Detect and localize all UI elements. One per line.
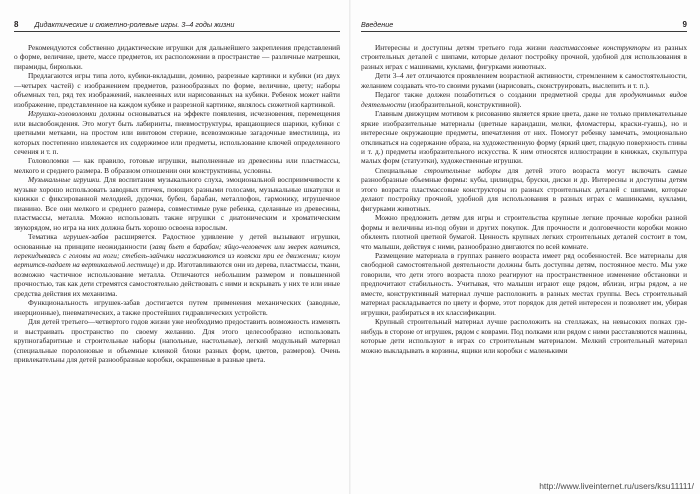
left-running-title: Дидактические и сюжетно-ролевые игры. 3–4 годы жизни	[34, 20, 235, 29]
paragraph	[14, 175, 340, 232]
text-run: для детей этого возраста могут включать самые разнообразные объемные формы: кубы, цилиндры, бруски, диски и др. Интересны и доступны детям этого возраста пластмассовые конструкторы из разных строительных деталей с шипами, которые делают постройку прочной, удобной для использования в разных играх с машинками, куклами, фигурками животных.	[361, 165, 687, 213]
paragraph	[361, 317, 687, 355]
text-run: Главным движущим мотивом к рисованию является яркие цвета, даже не только привлекательные яркие изобразительные материалы (цветные карандаши, мелки, фломастеры, краски-гуашь), но и интересные окружающие предметы, впечатления от них. Помогут ребенку замечать, эмоционально откликаться на содержание образа, на художественную форму (яркий цвет, гладкую поверхность глины и т. д.) предметы изобразительного искусства. К ним относятся иллюстрации в книжках, скульптура малых форм (статуэтки), художественные игрушки.	[361, 109, 687, 166]
paragraph	[361, 166, 687, 213]
paragraph	[14, 109, 340, 156]
italic-term: игрушек-забав	[63, 232, 109, 242]
paragraph	[361, 251, 687, 317]
text-run: Тематика	[28, 232, 64, 242]
text-run: Педагог также должен позаботиться о создании предметной среды для	[375, 90, 621, 100]
left-page	[14, 20, 340, 482]
text-run: Предлагаются игры типа лото, кубики-вкладыши, домино, разрезные картинки и кубики (из двух—четырех частей) с изображением предметов, разнообразных по форме, величине, цвету; наборы объемных тел, ряд тех изображений, наклеенных или нарисованных на кубики. Ребенок может найти изображение, представленное на каждом кубике и разрезной картинке, являлось сюжетной картинкой.	[14, 71, 340, 109]
paragraph	[361, 109, 687, 166]
paragraph	[14, 298, 340, 317]
paragraph	[14, 317, 340, 364]
right-page-body	[361, 43, 687, 355]
italic-term: Игрушки-головоломки	[28, 109, 97, 119]
text-run: Для детей третьего—четвертого годов жизни уже необходимо предоставить возможность изменять и выстраивать пространство по своему желанию. Для этого целесообразно использовать крупногабаритные и строительные наборы (напольные, настольные), легкий модульный материал (специальные поролоновые и объемные кленкой блоки разных форм, цветов, размеров). Очень привлекательны для детей разнообразные коробки, окрашенные в разные цвета.	[14, 317, 340, 364]
paragraph	[361, 90, 687, 109]
text-run: Размещение материала в группах раннего возраста имеет ряд особенностей. Все материалы для свободной самостоятельной деятельности должны быть доступны детям, постоянное место. Мы уже говорили, что дети этого возраста плохо реагируют на пространственное изменение обстановки и предпочитают стабильность. Учитывая, что малыши играют еще рядом, вблизи, игры рядом, а не вместе, конструктивный материал лучше расположить в разных местах группы. Весь строительный материал раскладывается по цвету и форме, этот порядок для детей интересен и позволяет им, убирая игрушки, разбираться в их классификации.	[361, 250, 687, 317]
text-run: должны основываться на эффекте появления, исчезновения, перемещения или высвобождения. Это могут быть лабиринты, пневмоструктуры, вращающиеся шарики, кубики с цветными метками, на простом или винтовом стержне, всевозможные загадочные вместилища, из которых постепенно извлекается их содержимое или предметы, использование ключей определенного сечения и т. п.	[14, 109, 340, 156]
text-run: Рекомендуются собственно дидактические игрушки для дальнейшего закрепления представлений о форме, величине, цвете, массе предметов, их расположении в пространстве — различные матрешки, пирамиды, бирюльки.	[14, 43, 340, 71]
paragraph	[14, 156, 340, 175]
italic-term: продуктивных видов деятельности	[361, 90, 687, 109]
left-page-number: 8	[14, 20, 19, 29]
paragraph	[14, 71, 340, 109]
page-gutter	[349, 0, 351, 494]
italic-term: строительные наборы	[424, 165, 501, 175]
paragraph	[14, 43, 340, 71]
right-running-header	[361, 20, 687, 32]
italic-term: Музыкальные игрушки.	[28, 175, 102, 185]
right-page-number: 9	[682, 20, 687, 29]
text-run: ) и др. Изготавливаются они из дерева, пластмассы, ткани, возможно частичное использование металла. Отличаются небольшим размером и повышенной прочностью, так как дети стремятся самостоятельно действовать с ними и вскрывать у них те или иные средства действия их механизма.	[14, 260, 340, 298]
paragraph	[14, 232, 340, 298]
text-run: из разных строительных деталей с шипами, которые делают постройку прочной, удобной для использования в разных играх с машинами, куклами, фигурками животных.	[361, 43, 687, 71]
text-run: Головоломки — как правило, готовые игрушки, выполненные из древесины или пластмассы, мелкого и среднего размера. В образном отношении они конструктивны, условны.	[14, 156, 340, 175]
text-run: Специальные	[375, 165, 425, 175]
text-run: Дети 3–4 лет отличаются проявлением возрастной активности, стремлением к самостоятельности, желанием создавать что-то своими руками (нарисовать, сконструировать, выслепить и т. п.).	[361, 71, 687, 90]
text-run: Функциональность игрушек-забав достигается путем применения механических (заводные, инерционные), пневматических, а также простейших гидравлических устройств.	[14, 298, 340, 317]
text-run: Интересны и доступны детям третьего года жизни	[375, 43, 550, 52]
right-running-title: Введение	[361, 20, 394, 29]
paragraph	[361, 213, 687, 251]
right-page	[361, 20, 687, 482]
left-page-body	[14, 43, 340, 364]
text-run: Можно предложить детям для игры и строительства крупные легкие прочные коробки разной формы и величины из-под обуви и других покупок. Для прочности и долговечности коробки можно обклеить плотной цветной бумагой. Ценность крупных легких строительных деталей состоит в том, что малыши, действуя с ними, разнообразно двигаются по всей комнате.	[361, 213, 687, 251]
source-watermark-url: http://www.liveinternet.ru/users/ksu11111/	[539, 481, 694, 491]
text-run: Крупный строительный материал лучше расположить на стеллажах, на невысоких полках где-нибудь в стороне от игрушек, рядом с коврами. Под полками или рядом с ними расставляются машины, которые дети используют в играх со строительным материалом. Мелкий строительный материал можно выкладывать в корзины, ящики или коробки с маленькими	[361, 317, 687, 355]
left-running-header	[14, 20, 340, 32]
text-run: (изобразительной, конструктивной).	[405, 99, 522, 109]
text-run: расширяется. Радостное удивление у детей вызывают игрушки, основанные на принципе неожиданности (	[14, 232, 340, 251]
italic-term: заяц бьет в барабан; яйцо-человечек или зверек катится, перекидываясь с головы на ноги; стебель-зайчики насаживаются из коляски при ее движении; клоун вертится-падает на вертикальной лестнице	[14, 241, 340, 270]
paragraph	[361, 71, 687, 90]
paragraph	[361, 43, 687, 71]
text-run: Для воспитания музыкального слуха, эмоциональной восприимчивости к музыке хорошо использовать заводных птичек, поющих разными голосами, музыкальные шкатулки и книжки с фиксированной мелодией, дудочки, бубен, барабан, металлофон, гармонику, игрушечное пианино. Все они мелкого и среднего размера, совместимые руке ребенка, сделанные из древесины, пластмассы, металла. Можно использовать также игрушки с диатоническим и хроматическим звукорядом, но игра на них должна быть хорошо освоена взрослым.	[14, 175, 340, 232]
italic-term: пластмассовые конструкторы	[550, 43, 650, 52]
